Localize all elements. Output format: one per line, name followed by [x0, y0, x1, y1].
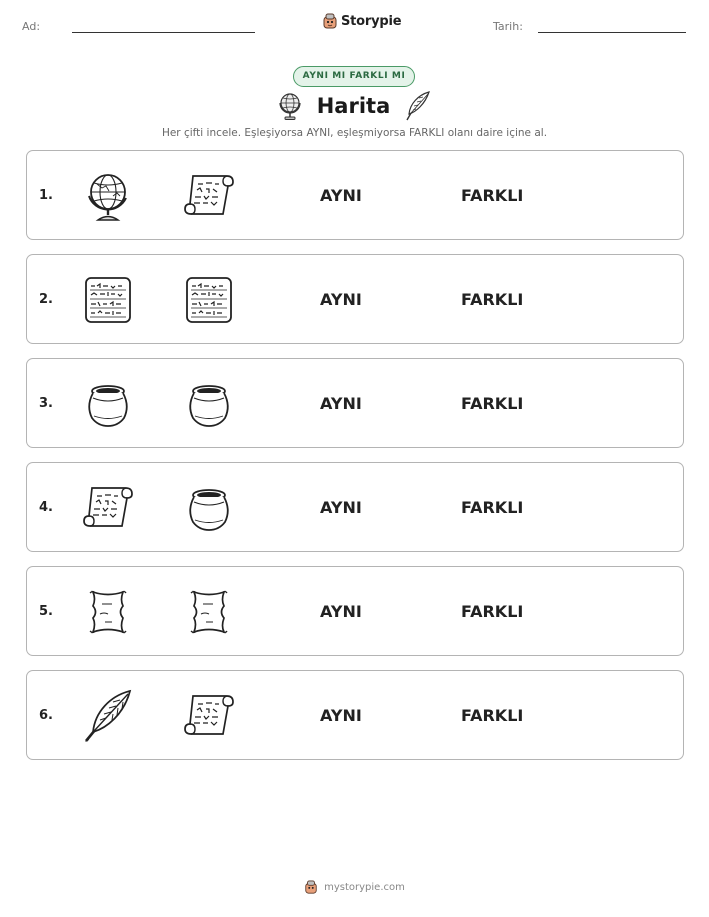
footer: [0, 880, 709, 894]
brand-logo: [322, 13, 401, 29]
option-same[interactable]: AYNI: [320, 602, 362, 621]
name-field-line[interactable]: [72, 32, 255, 33]
pot-icon: [181, 480, 237, 536]
question-row: [26, 254, 684, 344]
option-same[interactable]: AYNI: [320, 186, 362, 205]
scroll-icon: [80, 480, 136, 536]
option-same[interactable]: AYNI: [320, 394, 362, 413]
question-row: [26, 150, 684, 240]
question-number: 3.: [39, 396, 53, 411]
quill-icon: [80, 688, 136, 744]
instructions: Her çifti incele. Eşleşiyorsa AYNI, eşleşmiyorsa FARKLI olanı daire içine al.: [161, 127, 548, 139]
storypie-mascot-icon: [304, 880, 318, 894]
option-same[interactable]: AYNI: [320, 706, 362, 725]
scroll-icon: [181, 688, 237, 744]
question-number: 1.: [39, 188, 53, 203]
question-number: 2.: [39, 292, 53, 307]
question-row: [26, 670, 684, 760]
name-label: Ad:: [22, 20, 41, 33]
option-same[interactable]: AYNI: [320, 498, 362, 517]
date-label: Tarih:: [493, 20, 523, 33]
option-different[interactable]: FARKLI: [461, 290, 524, 309]
activity-type-badge: AYNI MI FARKLI MI: [293, 66, 415, 87]
question-number: 6.: [39, 708, 53, 723]
pot-icon: [181, 376, 237, 432]
option-different[interactable]: FARKLI: [461, 394, 524, 413]
pot-icon: [80, 376, 136, 432]
question-row: [26, 462, 684, 552]
parchment-icon: [181, 584, 237, 640]
title-row: [0, 90, 709, 122]
parchment-icon: [80, 584, 136, 640]
storypie-mascot-icon: [322, 13, 338, 29]
question-number: 5.: [39, 604, 53, 619]
scroll-icon: [181, 168, 237, 224]
question-row: [26, 358, 684, 448]
cuneiform-tablet-icon: [181, 272, 237, 328]
page-title: Harita: [316, 94, 391, 118]
date-field-line[interactable]: [538, 32, 686, 33]
question-row: [26, 566, 684, 656]
option-different[interactable]: FARKLI: [461, 706, 524, 725]
brand-name: Storypie: [341, 13, 402, 29]
globe-icon: [277, 91, 303, 121]
cuneiform-tablet-icon: [80, 272, 136, 328]
globe-icon: [80, 168, 136, 224]
quill-icon: [404, 90, 432, 122]
option-different[interactable]: FARKLI: [461, 602, 524, 621]
question-number: 4.: [39, 500, 53, 515]
option-same[interactable]: AYNI: [320, 290, 362, 309]
option-different[interactable]: FARKLI: [461, 186, 524, 205]
footer-url[interactable]: mystorypie.com: [324, 881, 405, 893]
option-different[interactable]: FARKLI: [461, 498, 524, 517]
